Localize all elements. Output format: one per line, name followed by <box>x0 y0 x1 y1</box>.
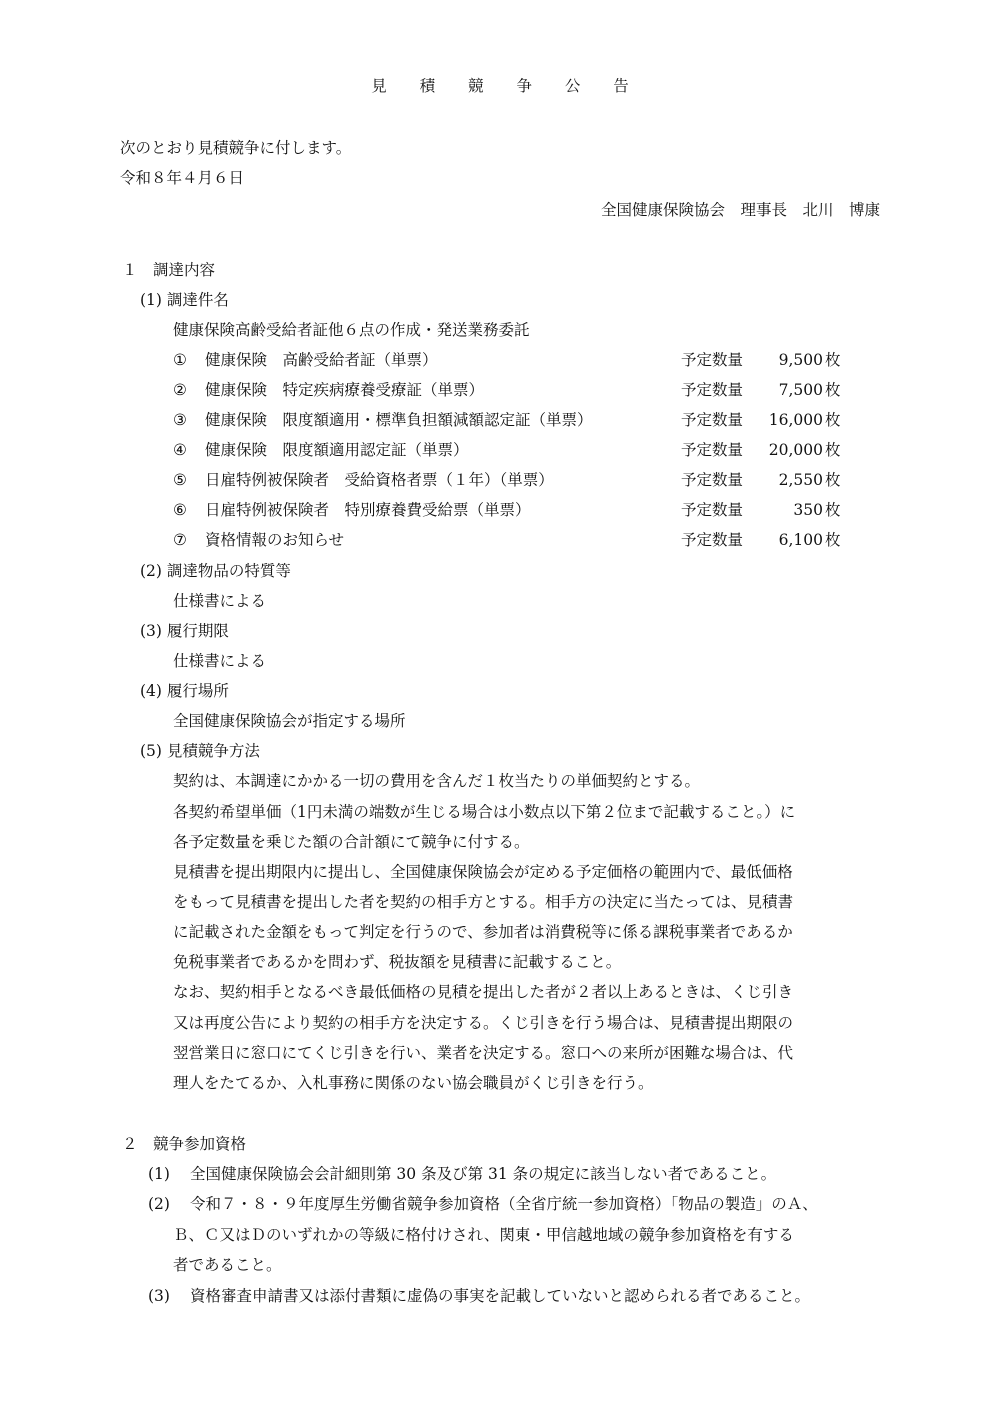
qualification-text: 令和７・８・９年度厚生労働省競争参加資格（全省庁統一参加資格）「物品の製造」のＡ、 <box>190 1195 818 1213</box>
qualification-text: 者であること。 <box>173 1256 282 1274</box>
item-number: ④ <box>173 441 187 459</box>
item-name: 健康保険 限度額適用・標準負担額減額認定証（単票） <box>205 411 593 429</box>
item-name: 健康保険 高齢受給者証（単票） <box>205 351 438 369</box>
paragraph-line: 契約は、本調達にかかる一切の費用を含んだ１枚当たりの単価契約とする。 <box>173 772 701 790</box>
intro-text: 次のとおり見積競争に付します。 <box>120 139 352 157</box>
item-qty: 350 <box>793 501 823 519</box>
item-name: 資格情報のお知らせ <box>205 531 345 549</box>
item-qty: 9,500 <box>778 351 823 369</box>
item-qty-label: 予定数量 <box>681 501 744 519</box>
sub3-heading: (3) 履行期限 <box>140 622 229 640</box>
paragraph-line: なお、契約相手となるべき最低価格の見積を提出した者が２者以上あるときは、くじ引き <box>173 983 794 1001</box>
sub2-heading: (2) 調達物品の特質等 <box>140 562 291 580</box>
item-qty-label: 予定数量 <box>681 531 744 549</box>
qualification-text: 全国健康保険協会会計細則第 30 条及び第 31 条の規定に該当しない者であること。 <box>190 1165 777 1183</box>
item-qty-label: 予定数量 <box>681 411 744 429</box>
item-number: ② <box>173 381 187 399</box>
item-number: ③ <box>173 411 187 429</box>
paragraph-line: をもって見積書を提出した者を契約の相手方とする。相手方の決定に当たっては、見積書 <box>173 893 794 911</box>
paragraph-line: 翌営業日に窓口にてくじ引きを行い、業者を決定する。窓口への来所が困難な場合は、代 <box>173 1044 794 1062</box>
paragraph-line: 各予定数量を乗じた額の合計額にて競争に付する。 <box>173 833 530 851</box>
item-qty-label: 予定数量 <box>681 381 744 399</box>
qualification-text: 資格審査申請書又は添付書類に虚偽の事実を記載していないと認められる者であること。 <box>190 1287 811 1305</box>
item-unit: 枚 <box>825 531 841 549</box>
item-unit: 枚 <box>825 411 841 429</box>
item-unit: 枚 <box>825 351 841 369</box>
sub4-heading: (4) 履行場所 <box>140 682 229 700</box>
item-unit: 枚 <box>825 501 841 519</box>
item-qty: 2,550 <box>778 471 823 489</box>
qualification-number: (2) <box>148 1195 170 1213</box>
section2-heading: ２ 競争参加資格 <box>122 1135 247 1153</box>
item-name: 健康保険 限度額適用認定証（単票） <box>205 441 469 459</box>
item-qty: 6,100 <box>778 531 823 549</box>
item-number: ⑦ <box>173 531 187 549</box>
issuer: 全国健康保険協会 理事長 北川 博康 <box>600 201 880 219</box>
sub5-heading: (5) 見積競争方法 <box>140 742 260 760</box>
item-name: 日雇特例被保険者 受給資格者票（１年）（単票） <box>205 471 554 489</box>
paragraph-line: 免税事業者であるかを問わず、税抜額を見積書に記載すること。 <box>173 953 622 971</box>
sub3-body: 仕様書による <box>173 652 267 670</box>
item-unit: 枚 <box>825 441 841 459</box>
item-number: ⑥ <box>173 501 187 519</box>
sub4-body: 全国健康保険協会が指定する場所 <box>173 712 406 730</box>
sub2-body: 仕様書による <box>173 592 267 610</box>
procurement-subject: 健康保険高齢受給者証他６点の作成・発送業務委託 <box>173 321 530 339</box>
item-qty-label: 予定数量 <box>681 351 744 369</box>
item-unit: 枚 <box>825 381 841 399</box>
item-qty: 7,500 <box>778 381 823 399</box>
document-title: 見 積 競 争 公 告 <box>371 77 643 95</box>
item-qty-label: 予定数量 <box>681 441 744 459</box>
qualification-text: Ｂ、Ｃ又はＤのいずれかの等級に格付けされ、関東・甲信越地域の競争参加資格を有する <box>173 1226 794 1244</box>
sub1-heading: (1) 調達件名 <box>140 291 229 309</box>
qualification-number: (3) <box>148 1287 170 1305</box>
paragraph-line: 理人をたてるか、入札事務に関係のない協会職員がくじ引きを行う。 <box>173 1074 654 1092</box>
item-number: ⑤ <box>173 471 187 489</box>
paragraph-line: 各契約希望単価（1円未満の端数が生じる場合は小数点以下第２位まで記載すること。）に <box>173 803 796 821</box>
item-qty: 16,000 <box>768 411 823 429</box>
paragraph-line: に記載された金額をもって判定を行うので、参加者は消費税等に係る課税事業者であるか <box>173 923 793 941</box>
paragraph-line: 見積書を提出期限内に提出し、全国健康保険協会が定める予定価格の範囲内で、最低価格 <box>173 863 793 881</box>
item-unit: 枚 <box>825 471 841 489</box>
item-qty-label: 予定数量 <box>681 471 744 489</box>
item-number: ① <box>173 351 187 369</box>
item-name: 健康保険 特定疾病療養受療証（単票） <box>205 381 485 399</box>
paragraph-line: 又は再度公告により契約の相手方を決定する。くじ引きを行う場合は、見積書提出期限の <box>173 1014 794 1032</box>
section1-heading: １ 調達内容 <box>122 261 216 279</box>
item-name: 日雇特例被保険者 特別療養費受給票（単票） <box>205 501 531 519</box>
notice-date: 令和８年４月６日 <box>120 169 245 187</box>
qualification-number: (1) <box>148 1165 170 1183</box>
item-qty: 20,000 <box>768 441 823 459</box>
